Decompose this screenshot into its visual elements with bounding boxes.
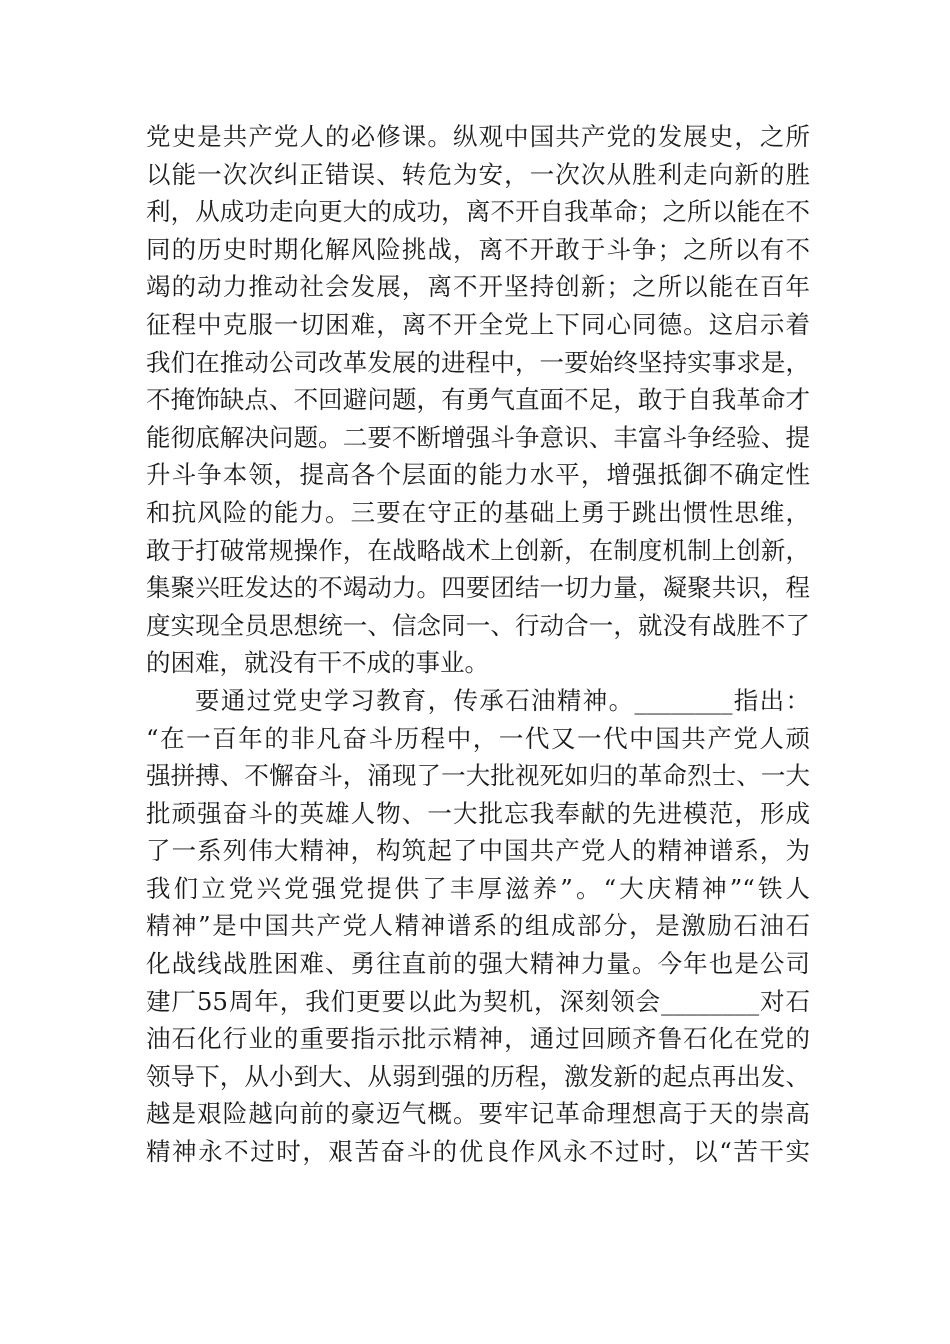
text-line: 化战线战胜困难、勇往直前的强大精神力量。今年也是公司	[146, 949, 810, 979]
text-line: 我们在推动公司改革发展的进程中，一要始终坚持实事求是，	[146, 347, 810, 377]
text-line: “在一百年的非凡奋斗历程中，一代又一代中国共产党人顽	[146, 723, 810, 753]
text-line: 和抗风险的能力。三要在守正的基础上勇于跳出惯性思维，	[146, 497, 810, 527]
text-line: 同的历史时期化解风险挑战，离不开敢于斗争；之所以有不	[146, 234, 810, 264]
text-line: 强拼搏、不懈奋斗，涌现了一大批视死如归的革命烈士、一大	[146, 761, 810, 791]
paragraph-petroleum-spirit	[146, 682, 810, 1171]
text-line: 敢于打破常规操作，在战略战术上创新，在制度机制上创新，	[146, 535, 810, 565]
text-line: 精神”是中国共产党人精神谱系的组成部分，是激励石油石	[146, 911, 810, 941]
text-line: 能彻底解决问题。二要不断增强斗争意识、丰富斗争经验、提	[146, 422, 810, 452]
text-line: 要通过党史学习教育，传承石油精神。________指出：	[195, 685, 810, 715]
text-line: 精神永不过时，艰苦奋斗的优良作风永不过时，以“苦干实	[146, 1137, 810, 1167]
text-line: 征程中克服一切困难，离不开全党上下同心同德。这启示着	[146, 309, 810, 339]
text-line: 党史是共产党人的必修课。纵观中国共产党的发展史，之所	[146, 122, 810, 151]
text-line: 了一系列伟大精神，构筑起了中国共产党人的精神谱系，为	[146, 836, 810, 866]
text-line: 以能一次次纠正错误、转危为安，一次次从胜利走向新的胜	[146, 159, 810, 189]
text-line: 升斗争本领，提高各个层面的能力水平，增强抵御不确定性	[146, 460, 810, 490]
text-line: 建厂55周年，我们更要以此为契机，深刻领会________对石	[146, 986, 810, 1016]
text-line: 的困难，就没有干不成的事业。	[146, 648, 489, 678]
paragraph-party-history	[146, 118, 810, 682]
text-line: 度实现全员思想统一、信念同一、行动合一，就没有战胜不了	[146, 610, 810, 640]
text-line: 利，从成功走向更大的成功，离不开自我革命；之所以能在不	[146, 197, 810, 227]
text-line: 不掩饰缺点、不回避问题，有勇气直面不足，敢于自我革命才	[146, 385, 810, 415]
text-line: 越是艰险越向前的豪迈气概。要牢记革命理想高于天的崇高	[146, 1099, 810, 1129]
text-line: 批顽强奋斗的英雄人物、一大批忘我奉献的先进模范，形成	[146, 798, 810, 828]
text-line: 油石化行业的重要指示批示精神，通过回顾齐鲁石化在党的	[146, 1024, 810, 1054]
text-line: 竭的动力推动社会发展，离不开坚持创新；之所以能在百年	[146, 272, 810, 302]
text-line: 领导下，从小到大、从弱到强的历程，激发新的起点再出发、	[146, 1061, 810, 1091]
text-line: 我们立党兴党强党提供了丰厚滋养”。“大庆精神”“铁人	[146, 873, 810, 903]
text-line: 集聚兴旺发达的不竭动力。四要团结一切力量，凝聚共识，程	[146, 573, 810, 603]
document-page	[146, 118, 810, 1171]
